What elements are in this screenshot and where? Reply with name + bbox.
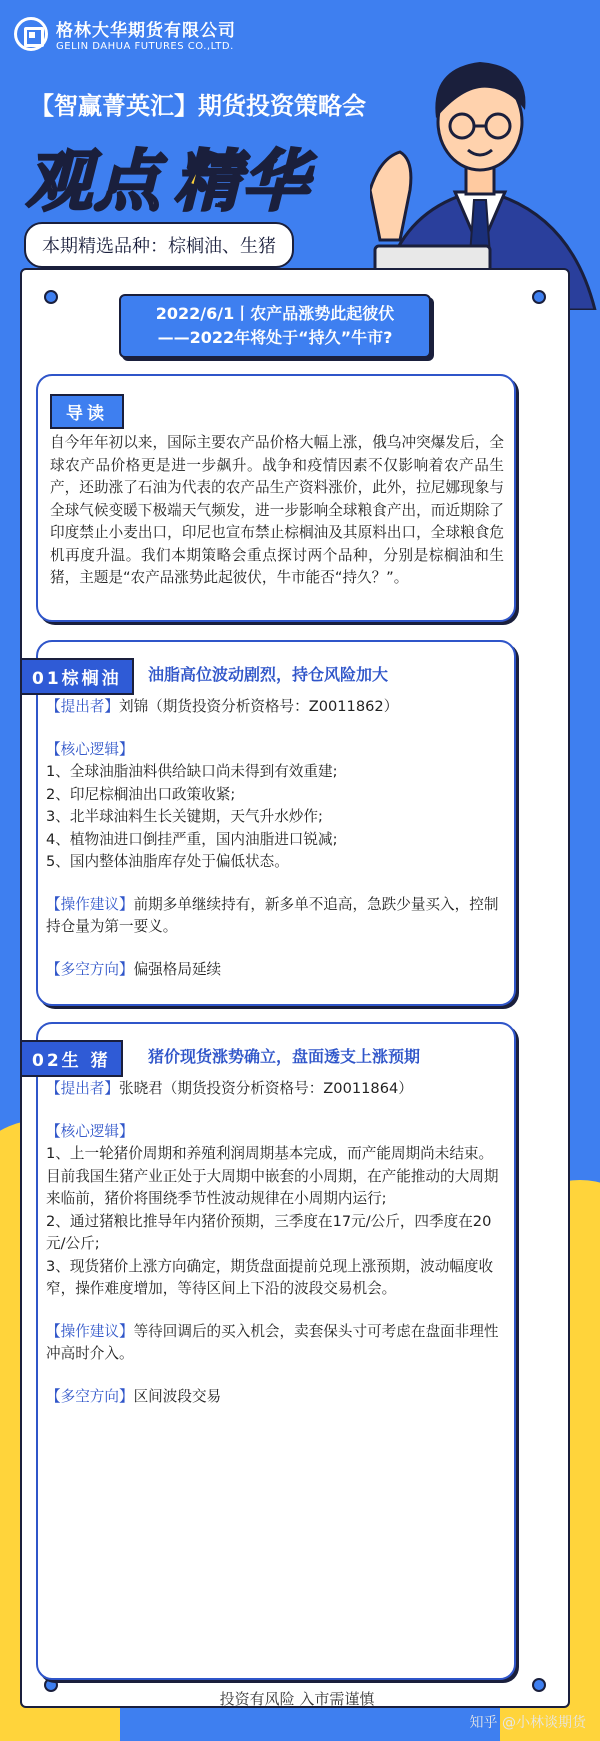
intro-tag: 导读 [50, 394, 124, 429]
direction-label: 【多空方向】 [46, 1387, 134, 1405]
logic-item: 2、通过猪粮比推导年内猪价预期，三季度在17元/公斤，四季度在20元/公斤; [46, 1212, 492, 1252]
direction-label: 【多空方向】 [46, 960, 134, 978]
palm-oil-section [32, 640, 516, 1006]
page-title [26, 128, 310, 223]
date-topic-banner [119, 294, 431, 358]
palm-oil-body [46, 696, 506, 1001]
logic-item: 2、印尼棕榈油出口政策收紧; [46, 785, 236, 803]
logic-label: 【核心逻辑】 [46, 740, 134, 758]
intro-text: 自今年年初以来，国际主要农产品价格大幅上涨，俄乌冲突爆发后，全球农产品价格更是进一步飙升。战争和疫情因素不仅影响着农产品生产，还助涨了石油为代表的农产品生产资料涨价，此外，拉尼娜现象与全球气候变暖下极端天气频发，进一步影响全球粮食产出，而近期除了印度禁止小麦出口，印尼也宣布禁止棕榈油及其原料出口，全球粮食危机再度升温。我们本期策略会重点探讨两个品种，分别是棕榈油和生猪，主题是“农产品涨势此起彼伏，牛市能否“持久？”。 [50, 434, 504, 586]
logic-item: 5、国内整体油脂库存处于偏低状态。 [46, 853, 289, 870]
logic-item: 1、全球油脂油料供给缺口尚未得到有效重建; [46, 763, 338, 780]
intro-section [36, 374, 516, 622]
logic-item: 3、北半球油料生长关键期，天气升水炒作; [46, 808, 323, 825]
palm-oil-title: 油脂高位波动剧烈，持仓风险加大 [148, 665, 389, 684]
hog-section [32, 1022, 516, 1680]
company-name-en: GELIN DAHUA FUTURES CO.,LTD. [56, 41, 234, 52]
presenter-name: 刘锦（期货投资分析资格号：Z0011862） [118, 698, 399, 715]
hog-tag: 02生 猪 [20, 1040, 123, 1077]
hog-body [46, 1078, 506, 1428]
logic-item: 4、植物油进口倒挂严重，国内油脂进口锐减; [46, 830, 338, 848]
presenter-label: 【提出者】 [46, 698, 119, 715]
title-yellow: 精华 [174, 143, 310, 220]
date-topic-line1: 2022/6/1丨农产品涨势此起彼伏 [155, 304, 395, 323]
company-logo-icon [14, 17, 48, 51]
title-white: 观点 [26, 143, 162, 220]
date-topic-line2: ——2022年将处于“持久”牛市? [157, 328, 393, 347]
watermark: 知乎 @小林谈期货 [469, 1715, 586, 1731]
varieties-badge: 本期精选品种：棕榈油、生猪 [24, 222, 294, 268]
advice-label: 【操作建议】 [46, 895, 134, 913]
presenter-name: 张晓君（期货投资分析资格号：Z0011864） [118, 1080, 413, 1097]
presenter-label: 【提出者】 [46, 1080, 119, 1097]
corner-dot [532, 290, 546, 304]
company-logo [14, 16, 236, 52]
company-name-cn: 格林大华期货有限公司 [56, 21, 236, 41]
direction-text: 偏强格局延续 [133, 960, 222, 978]
event-subtitle: 【智赢菁英汇】期货投资策略会 [30, 92, 366, 120]
risk-disclaimer: 投资有风险 入市需谨慎 [219, 1690, 375, 1708]
logic-item: 1、上一轮猪价周期和养殖利润周期基本完成，而产能周期尚未结束。目前我国生猪产业正处于大周期中嵌套的小周期，在产能推动的大周期来临前，猪价将围绕季节性波动规律在小周期内运行; [46, 1145, 499, 1207]
hog-title: 猪价现货涨势确立，盘面透支上涨预期 [148, 1047, 421, 1066]
content-panel [20, 268, 570, 1708]
direction-text: 区间波段交易 [133, 1387, 222, 1405]
corner-dot [44, 290, 58, 304]
palm-oil-tag: 01棕榈油 [20, 658, 134, 695]
advice-text: 前期多单继续持有，新多单不追高，急跌少量买入，控制持仓量为第一要义。 [46, 895, 499, 935]
advice-label: 【操作建议】 [46, 1322, 134, 1340]
logic-item: 3、现货猪价上涨方向确定，期货盘面提前兑现上涨预期，波动幅度收窄，操作难度增加，等待区间上下沿的波段交易机会。 [46, 1257, 494, 1297]
advice-text: 等待回调后的买入机会，卖套保头寸可考虑在盘面非理性冲高时介入。 [46, 1322, 499, 1362]
logic-label: 【核心逻辑】 [46, 1122, 134, 1140]
